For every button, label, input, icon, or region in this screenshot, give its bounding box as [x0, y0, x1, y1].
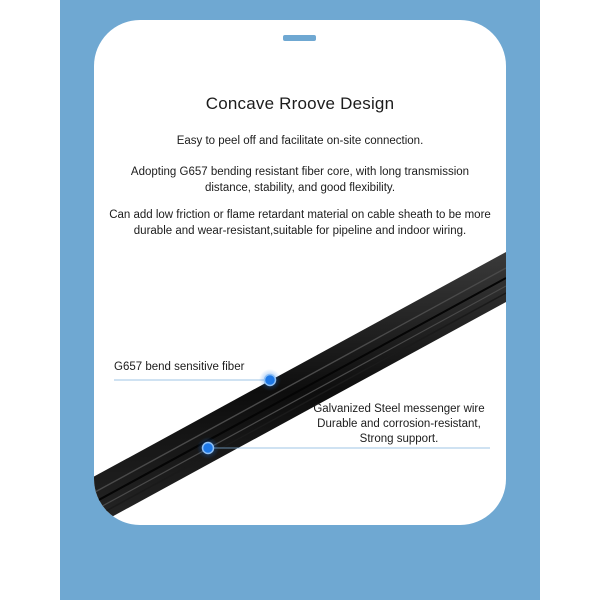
feature-text-peel: Easy to peel off and facilitate on-site connection. — [176, 135, 424, 147]
steel-marker-icon — [203, 443, 214, 454]
page-title: Concave Rroove Design — [205, 94, 395, 113]
feature-text-sheath: Can add low friction or flame retardant material on cable sheath to be more durable and wear-resistant,suitable for pipeline and indoor wiring. — [109, 209, 491, 237]
steel-callout-line3: Strong support. — [359, 433, 439, 445]
feature-text-fiber-core: Adopting G657 bending resistant fiber core, with long transmission distance, stability, and good flexibility. — [130, 166, 470, 194]
steel-callout-line1: Galvanized Steel messenger wire — [313, 403, 485, 415]
steel-callout-label — [294, 402, 504, 447]
steel-callout-line2: Durable and corrosion-resistant, — [317, 418, 481, 430]
cable-illustration — [94, 20, 506, 525]
fiber-marker-icon — [265, 375, 276, 386]
info-card — [94, 20, 506, 525]
fiber-callout-label: G657 bend sensitive fiber — [114, 361, 245, 373]
